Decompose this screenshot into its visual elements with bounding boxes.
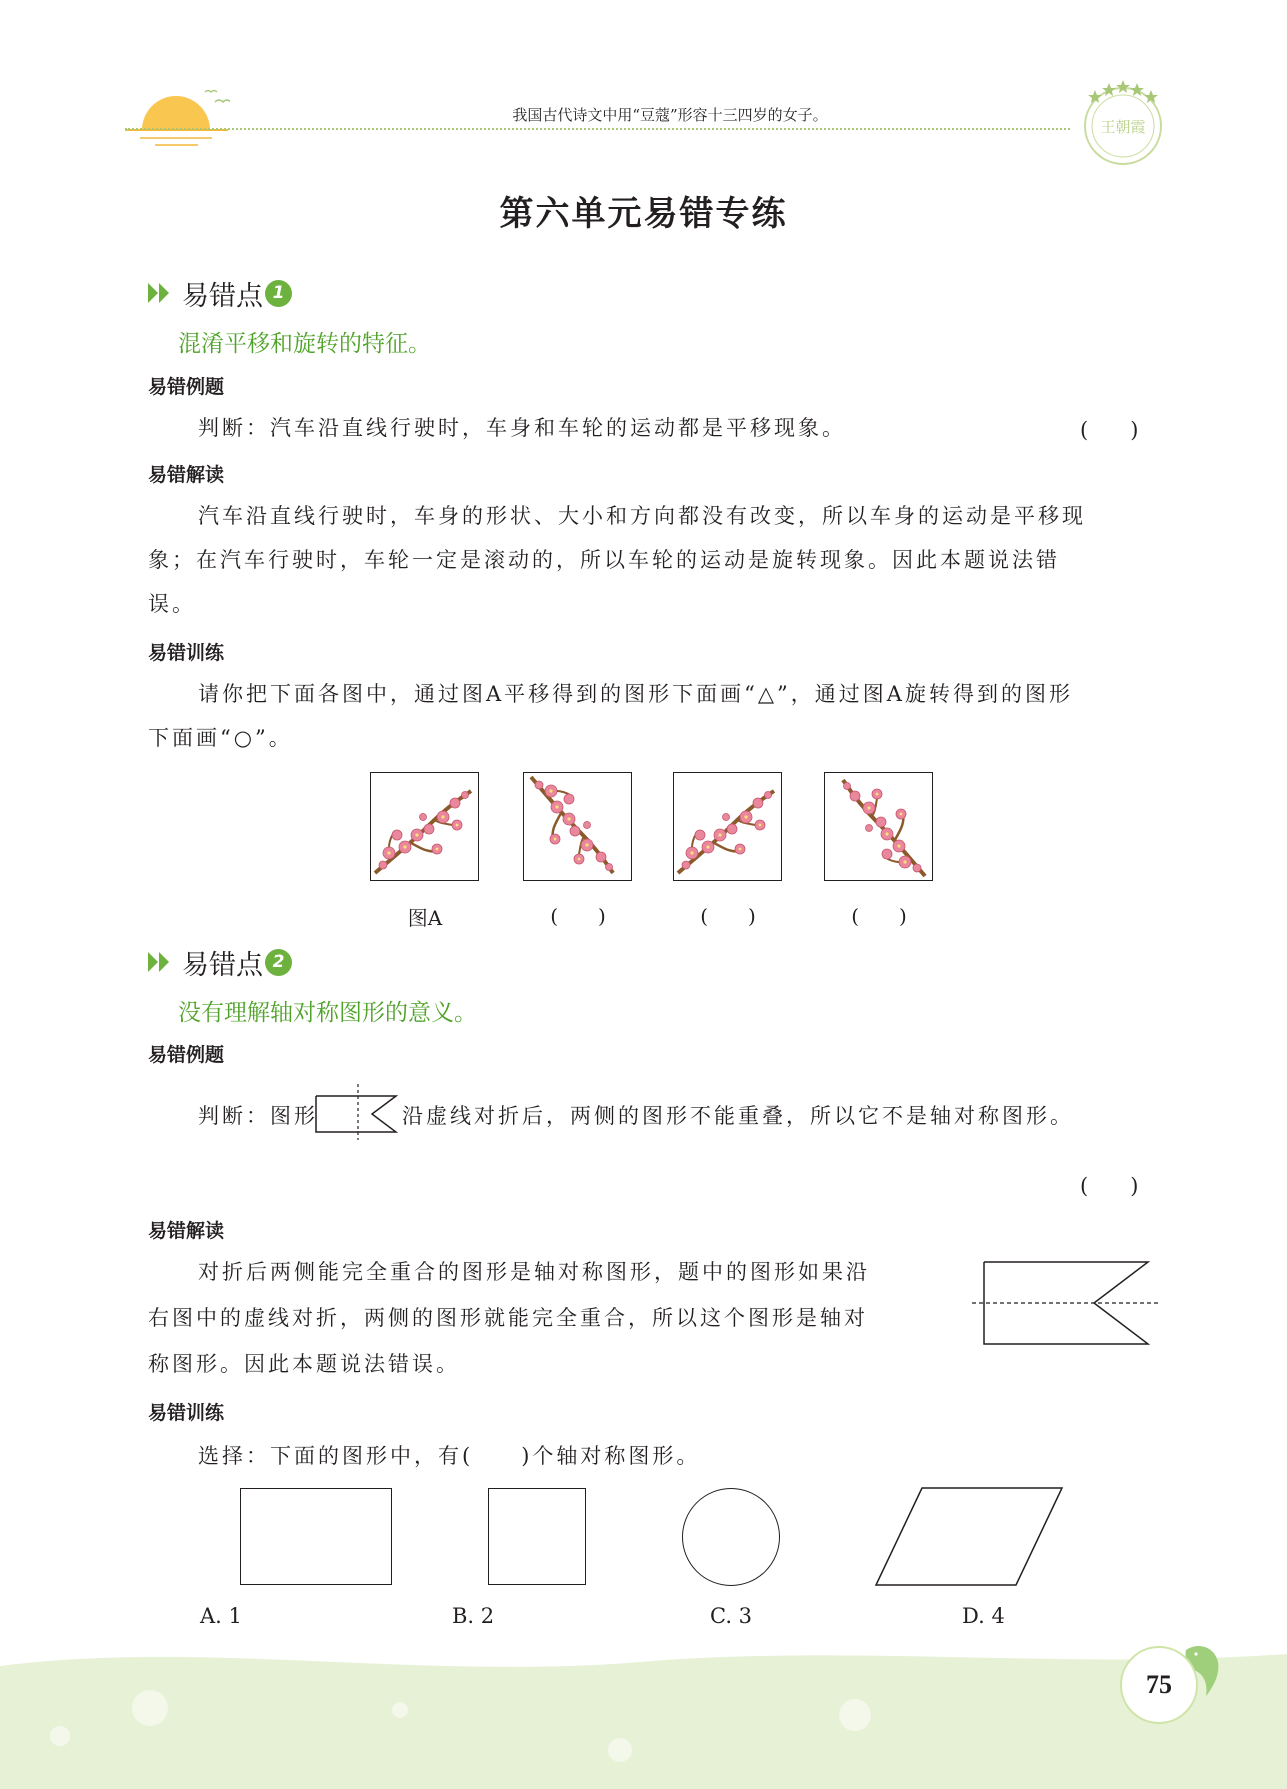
square-shape [488,1488,586,1585]
parallelogram-shape [874,1486,1064,1587]
header-dotted-rule [125,128,1070,130]
circle-shape [682,1488,780,1586]
figure-a-label: 图A [407,906,443,930]
example-heading: 易错例题 [148,376,225,398]
answer-blank[interactable]: ( ) [550,904,606,928]
blossom-option-image [523,772,632,881]
choice-a[interactable]: A. 1 [200,1604,242,1628]
answer-blank[interactable]: ( ) [1080,1174,1139,1198]
error-point-number-badge: 2 [265,949,292,976]
explanation-line: 汽车沿直线行驶时，车身的形状、大小和方向都没有改变，所以车身的运动是平移现 [198,504,1086,528]
sun-decoration-icon [120,74,230,154]
publisher-logo-icon [1080,76,1166,168]
folded-flag-diagram-icon [972,1258,1158,1348]
error-point-2-topic: 没有理解轴对称图形的意义。 [178,1000,477,1026]
logo-text: 王朝霞 [1100,118,1146,136]
example-question-suffix: 沿虚线对折后，两侧的图形不能重叠，所以它不是轴对称图形。 [402,1104,1074,1128]
answer-blank[interactable]: ( ) [851,904,907,928]
page-number: 75 [1120,1646,1198,1724]
figure-a-blossom-image [370,772,479,881]
example-question-prefix: 判断：图形 [198,1104,318,1128]
error-point-1-topic: 混淆平移和旋转的特征。 [178,331,431,357]
footer-wave-decoration [0,1640,1287,1789]
choice-d[interactable]: D. 4 [962,1604,1005,1628]
explanation-heading: 易错解读 [148,464,225,486]
example-heading: 易错例题 [148,1044,225,1066]
answer-blank[interactable]: ( ) [1080,418,1139,442]
unit-title: 第六单元易错专练 [499,194,788,234]
flag-figure-icon [314,1082,398,1142]
explanation-line: 象；在汽车行驶时，车轮一定是滚动的，所以车轮的运动是旋转现象。因此本题说法错 [148,548,1060,572]
training-question: 选择：下面的图形中，有( )个轴对称图形。 [198,1444,701,1468]
double-arrow-icon [146,949,174,975]
training-heading: 易错训练 [148,1402,225,1424]
choice-c[interactable]: C. 3 [710,1604,753,1628]
blossom-option-image [824,772,933,881]
explanation-line: 称图形。因此本题说法错误。 [148,1352,460,1376]
training-instruction: 下面画“○”。 [148,726,293,750]
training-heading: 易错训练 [148,642,225,664]
blossom-option-image [673,772,782,881]
explanation-line: 误。 [148,592,196,616]
explanation-line: 对折后两侧能完全重合的图形是轴对称图形，题中的图形如果沿 [198,1260,870,1284]
explanation-line: 右图中的虚线对折，两侧的图形就能完全重合，所以这个图形是轴对 [148,1306,868,1330]
error-point-label: 易错点 [182,949,263,981]
choice-b[interactable]: B. 2 [452,1604,495,1628]
training-instruction: 请你把下面各图中，通过图A平移得到的图形下面画“△”，通过图A旋转得到的图形 [198,682,1073,706]
example-question: 判断：汽车沿直线行驶时，车身和车轮的运动都是平移现象。 [198,416,846,440]
error-point-2-heading [146,942,292,982]
header-quote: 我国古代诗文中用“豆蔻”形容十三四岁的女子。 [512,106,828,124]
explanation-heading: 易错解读 [148,1220,225,1242]
error-point-1-heading [146,273,292,313]
error-point-number-badge: 1 [265,280,292,307]
answer-blank[interactable]: ( ) [700,904,756,928]
double-arrow-icon [146,280,174,306]
rectangle-shape [240,1488,392,1585]
error-point-label: 易错点 [182,280,263,312]
